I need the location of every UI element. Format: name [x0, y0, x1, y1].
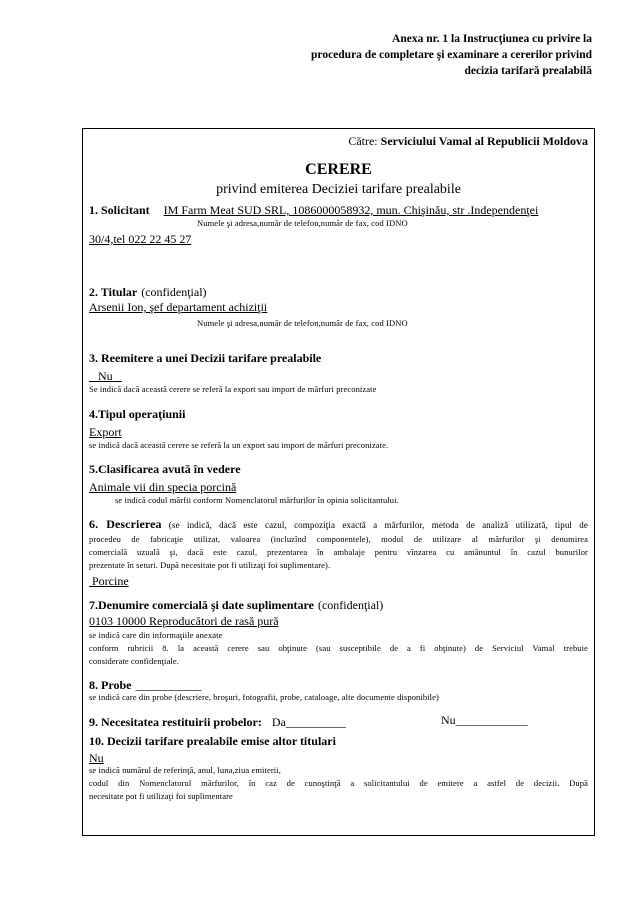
form-subtitle: privind emiterea Deciziei tarifare prealabile: [216, 182, 461, 197]
decizii-hint-3: necesitate pot fi utilizaţi foi suplimentare: [89, 791, 233, 801]
restituire-label: 9. Necesitatea restituirii probelor:: [89, 715, 262, 729]
denumire-hint-2: conform rubricii 8. la această cerere sau obţinute (sau susceptibile de a fi obţinute) de Serviciul Vamal trebuie: [89, 643, 588, 653]
form-title: CERERE: [305, 161, 372, 178]
decizii-label: 10. Decizii tarifare prealabile emise altor titulari: [89, 734, 336, 748]
descriere-hint-1: (se indică, dacă este cazul, compoziţia exactă a mărfurilor, metoda de analiză utilizată, tipul de: [168, 520, 588, 530]
denumire-label-suffix: (confidenţial): [317, 598, 384, 612]
titular-value: Arsenii Ion, şef departament achiziţii: [89, 300, 268, 314]
descriere-label: 6. Descrierea: [89, 517, 162, 531]
titular-label: 2. Titular: [89, 285, 138, 299]
decizii-value: Nu: [89, 751, 104, 765]
solicitant-label: 1. Solicitant: [89, 203, 150, 217]
clasificare-value: Animale vii din specia porcină: [89, 480, 237, 494]
recipient-prefix: Către:: [348, 134, 378, 148]
solicitant-row: [89, 201, 588, 219]
reemitere-hint: Se indică dacă această cerere se referă la export sau import de mărfuri preconizate: [89, 384, 377, 394]
descriere-row: [89, 517, 588, 532]
reemitere-label: 3. Reemitere a unei Decizii tarifare prealabile: [89, 351, 322, 365]
restituire-row: [89, 713, 588, 731]
solicitant-hint: Numele şi adresa,număr de telefon,număr de fax, cod IDNO: [197, 218, 408, 228]
decizii-hint-1: se indică numărul de referinţă, anul, luna,ziua emiterii,: [89, 765, 281, 775]
recipient: [348, 134, 588, 149]
probe-blank: ___________: [135, 678, 202, 692]
clasificare-hint: se indică codul mărfii conform Nomenclatorul mărfurilor în opinia solicitantului.: [115, 495, 399, 505]
titular-hint: Numele şi adresa,număr de telefon,număr de fax, cod IDNO: [197, 318, 408, 328]
operatiune-value: Export: [89, 425, 122, 439]
form-box: [82, 128, 595, 836]
decizii-hint-2: codul din Nomenclatorul mărfurilor, în caz de cunoştinţă a solicitantului de emitere a astfel de decizii. După: [89, 778, 588, 788]
clasificare-label: 5.Clasificarea avută în vedere: [89, 462, 241, 476]
annex-line-3: decizia tarifară prealabilă: [464, 65, 592, 77]
denumire-value: 0103 10000 Reproducători de rasă pură: [89, 614, 279, 628]
annex-line-2: procedura de completare şi examinare a cererilor privind: [311, 49, 592, 61]
descriere-hint-3: comercială uzuală şi, dacă este cazul, prezentarea în ambalaje pentru vînzarea cu amănuntul în cazul bunurilor: [89, 547, 588, 557]
solicitant-value-cont: 30/4,tel 022 22 45 27: [89, 232, 192, 246]
restituire-no: Nu____________: [441, 713, 528, 727]
probe-label: 8. Probe: [89, 678, 132, 692]
operatiune-hint: se indică dacă această cerere se referă la un export sau import de mărfuri preconizate.: [89, 440, 389, 450]
denumire-hint-3: considerate confidenţiale.: [89, 656, 179, 666]
titular-label-suffix: (confidenţial): [141, 285, 207, 299]
restituire-yes: Da__________: [271, 715, 346, 729]
annex-line-1: Anexa nr. 1 la Instrucţiunea cu privire la: [392, 33, 592, 45]
reemitere-value: Nu: [98, 369, 113, 383]
operatiune-label: 4.Tipul operaţiunii: [89, 407, 186, 421]
solicitant-value: IM Farm Meat SUD SRL, 1086000058932, mun. Chişinău, str .Independenţei: [163, 203, 539, 217]
annex-header: [262, 31, 592, 79]
probe-hint: se indică care din probe (descriere, broşuri, fotografii, probe, cataloage, alte documente disponibile): [89, 692, 439, 702]
denumire-label: 7.Denumire comercială şi date suplimentare: [89, 598, 314, 612]
descriere-hint-4: prezentate în seturi. După necesitate pot fi utilizaţi foi suplimentare).: [89, 560, 331, 570]
descriere-hint-2: procedeu de fabricaţie utilizat, valoarea (incluzînd componentele), modul de utilizare al mărfurilor şi denumirea: [89, 534, 588, 544]
recipient-name: Serviciului Vamal al Republicii Moldova: [380, 134, 588, 148]
descriere-value: Porcine: [92, 574, 129, 588]
denumire-hint-1: se indică care din informaţiile anexate: [89, 630, 223, 640]
